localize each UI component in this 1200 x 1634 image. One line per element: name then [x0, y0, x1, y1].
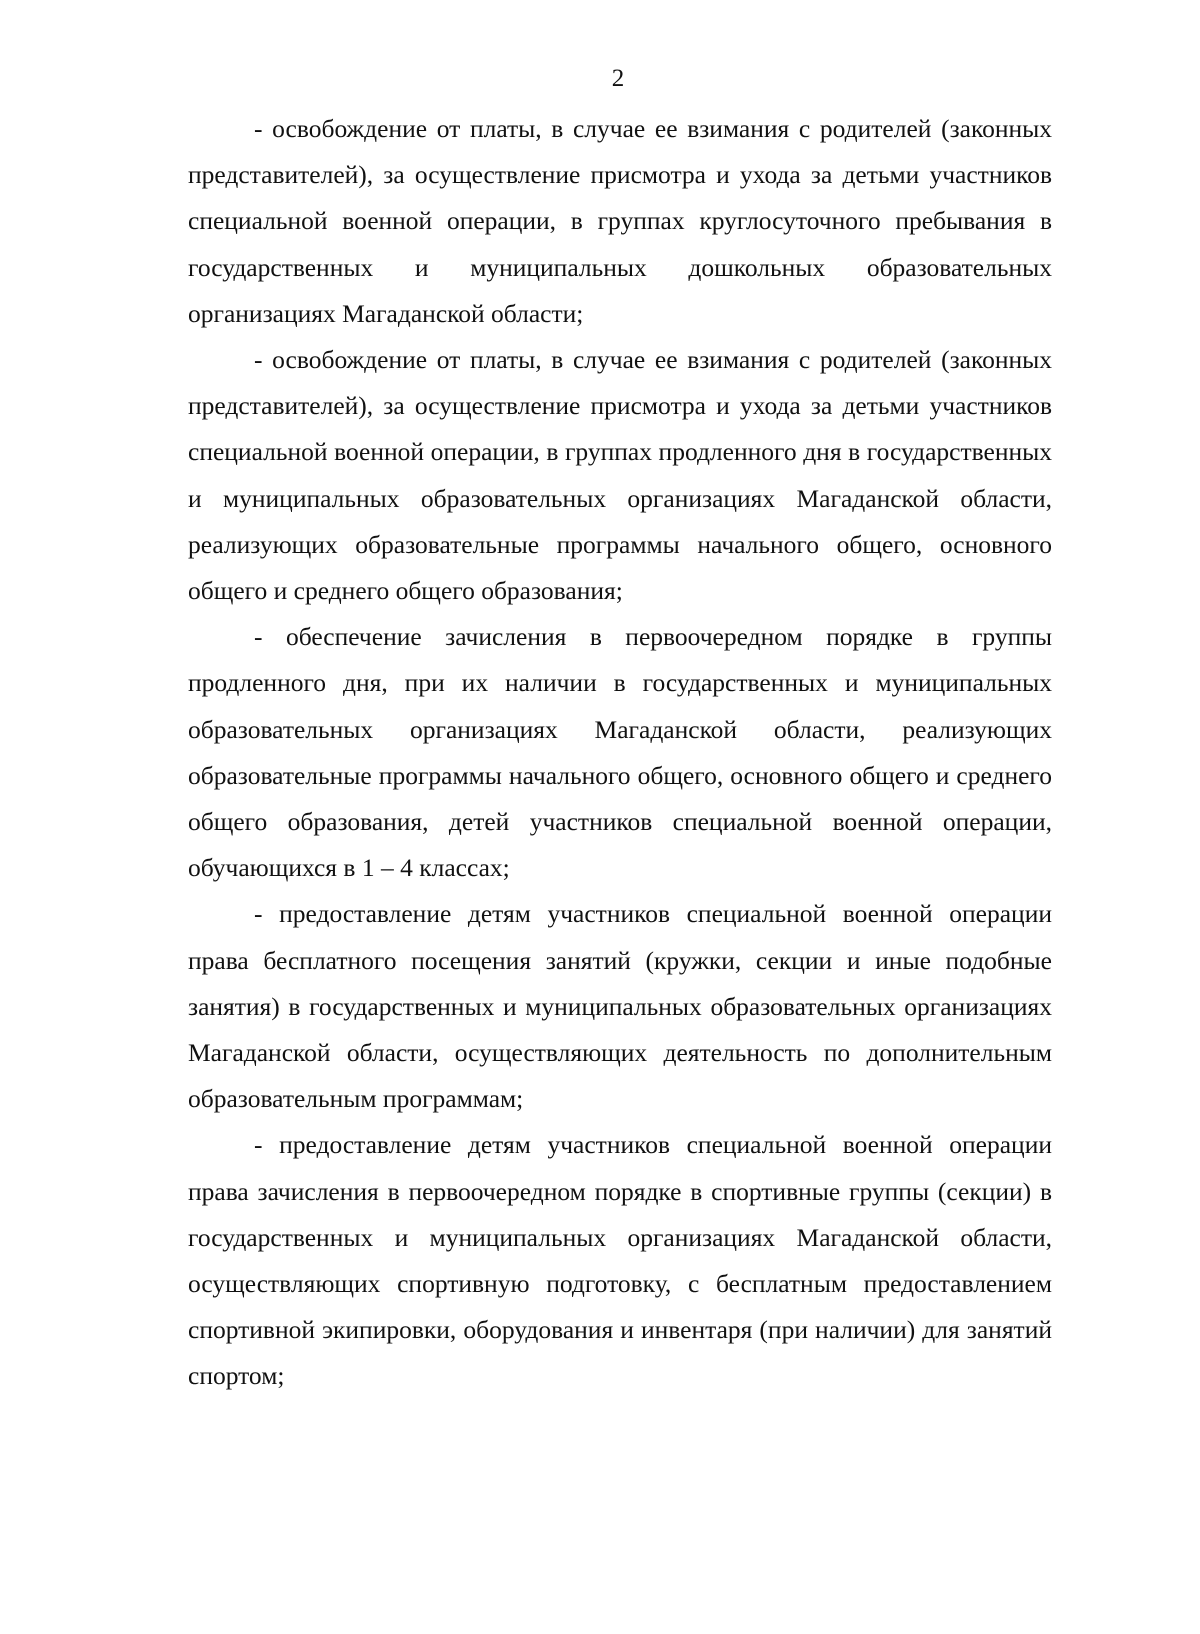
- paragraph-5: - предоставление детям участников специальной военной операции права зачисления в первоочередном порядке в спортивные группы (секции) в государственных и муниципальных организациях Магаданской области, осуществляющих спортивную подготовку, с бесплатным предоставлением спортивной экипировки, оборудования и инвентаря (при наличии) для занятий спортом;: [188, 1130, 1052, 1391]
- page-number: 2: [611, 65, 625, 92]
- paragraph-2: - освобождение от платы, в случае ее взимания с родителей (законных представителей), за осуществление присмотра и ухода за детьми участников специальной военной операции, в группах продленного дня в государственных и муниципальных образовательных организациях Магаданской области, реализующих образовательные программы начального общего, основного общего и среднего общего образования;: [188, 345, 1052, 606]
- paragraph-3: - обеспечение зачисления в первоочередном порядке в группы продленного дня, при их наличии в государственных и муниципальных образовательных организациях Магаданской области, реализующих образовательные программы начального общего, основного общего и среднего общего образования, детей участников специальной военной операции, обучающихся в 1 – 4 классах;: [188, 622, 1052, 883]
- paragraph-1: - освобождение от платы, в случае ее взимания с родителей (законных представителей), за осуществление присмотра и ухода за детьми участников специальной военной операции, в группах круглосуточного пребывания в государственных и муниципальных дошкольных образовательных организациях Магаданской области;: [188, 114, 1052, 328]
- document-body: [188, 106, 1052, 1400]
- paragraph-4: - предоставление детям участников специальной военной операции права бесплатного посещения занятий (кружки, секции и иные подобные занятия) в государственных и муниципальных образовательных организациях Магаданской области, осуществляющих деятельность по дополнительным образовательным программам;: [188, 899, 1052, 1114]
